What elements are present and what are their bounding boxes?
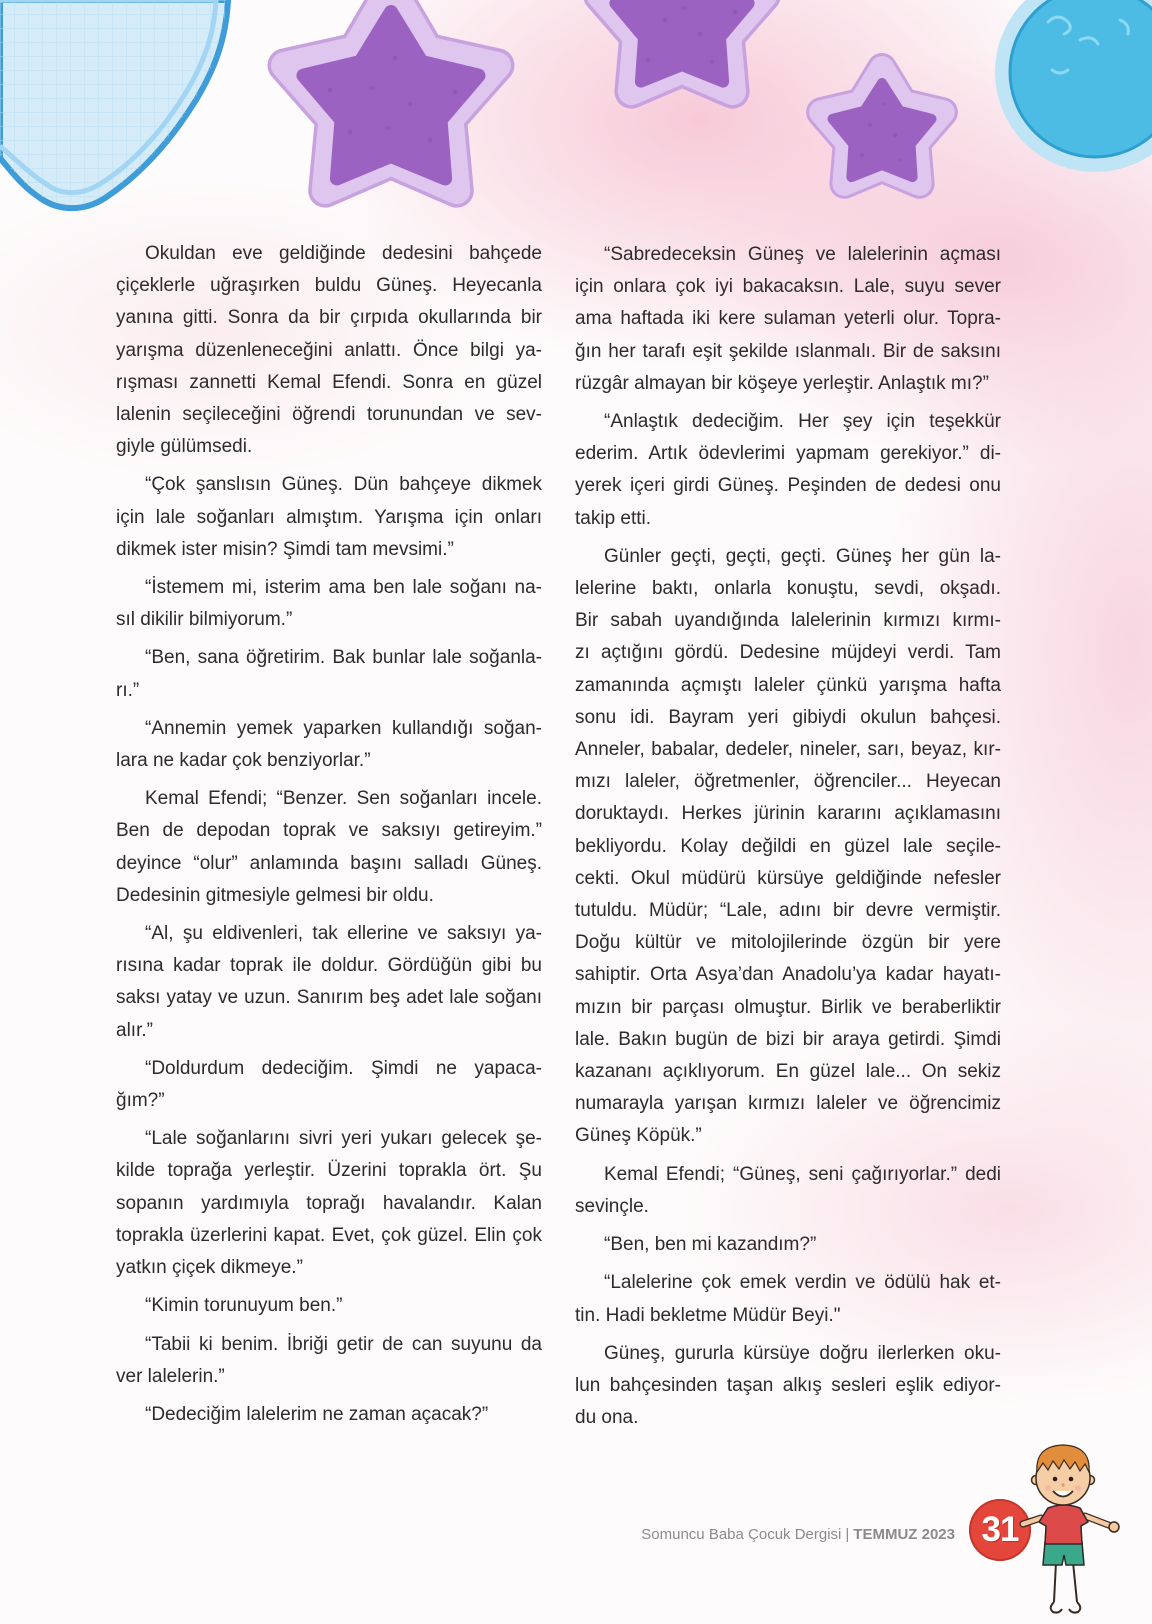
text-line: cekti. Okul müdürü kürsüye geldiğinde nefesler: [575, 867, 1001, 889]
paragraph: [116, 642, 542, 706]
paragraph: [116, 918, 542, 1047]
footer-separator: |: [845, 1526, 850, 1543]
text-line: Bir sabah uyandığında lalelerinin kırmızı kırmı-: [575, 610, 1001, 632]
text-line: yarışma düzenleneceğini anlattı. Önce bilgi ya-: [116, 339, 542, 361]
text-line: sıl dikilir bilmiyorum.”: [116, 609, 293, 631]
text-line: kazananı açıklıyorum. En güzel lale... On sekiz: [575, 1061, 1001, 1083]
blue-circle-icon: [1002, 0, 1152, 165]
text-line: “Annemin yemek yaparken kullandığı soğan-: [145, 717, 542, 739]
text-line: Güneş, gururla kürsüye doğru ilerlerken oku-: [604, 1342, 1001, 1364]
text-line: Doğu kültür ve mitolojilerinde özgün bir yere: [575, 932, 1001, 954]
paragraph: [575, 406, 1001, 535]
text-line: yanına gitti. Sonra da bir çırpıda okullarında bir: [116, 307, 542, 329]
text-line: Kemal Efendi; “Benzer. Sen soğanları incele.: [145, 788, 542, 810]
text-line: Dedesinin gitmesiyle gelmesi bir oldu.: [116, 884, 434, 906]
text-line: tin. Hadi bekletme Müdür Beyi.": [575, 1304, 841, 1326]
text-line: Güneş Köpük.”: [575, 1125, 702, 1147]
text-line: “Lalelerine çok emek verdin ve ödülü hak et-: [604, 1272, 1001, 1294]
text-line: rüzgâr almayan bir köşeye yerleştir. Anlaştık mı?”: [575, 372, 989, 394]
paragraph: [116, 713, 542, 777]
text-line: sahiptir. Orta Asya’dan Anadolu’ya kadar hayatı-: [575, 964, 1001, 986]
text-line: mızın bir parçası olmuştur. Birlik ve beraberliktir: [575, 996, 1001, 1018]
paragraph: [575, 239, 1001, 400]
paragraph: [116, 572, 542, 636]
text-line: doruktaydı. Herkes jürinin kararını açıklamasını: [575, 803, 1001, 825]
text-line: rısına kadar toprak ile doldur. Gördüğün gibi bu: [116, 955, 542, 977]
boy-icon: [1015, 1430, 1130, 1620]
paragraph: [116, 783, 542, 912]
paragraph: [116, 1123, 542, 1284]
text-line: toprakla üzerlerini kapat. Evet, çok güzel. Elin çok: [116, 1224, 542, 1246]
text-line: rışması zannetti Kemal Efendi. Sonra en güzel: [116, 371, 542, 393]
text-line: sonu idi. Bayram yeri gibiydi okulun bahçesi.: [575, 706, 1001, 728]
text-line: zamanında açmıştı laleler çünkü yarışma hafta: [575, 674, 1001, 696]
text-line: için onlara çok iyi bakacaksın. Lale, suyu sever: [575, 276, 1001, 298]
text-line: Kemal Efendi; “Güneş, seni çağırıyorlar.” dedi: [604, 1163, 1001, 1185]
text-line: giyle gülümsedi.: [116, 436, 253, 458]
footer: [641, 1526, 955, 1543]
text-line: ederim. Artık ödevlerimi yapmam gerekiyor.” di-: [575, 443, 1001, 465]
right-text-column: [575, 239, 1001, 1440]
text-line: takip etti.: [575, 507, 652, 529]
text-line: mızı laleler, öğretmenler, öğrenciler... Heyecan: [575, 771, 1001, 793]
text-line: alır.”: [116, 1019, 153, 1041]
text-line: “Kimin torunuyum ben.”: [145, 1295, 343, 1317]
text-line: lalenin seçileceğini öğrendi torunundan ve sev-: [116, 404, 542, 426]
header-decoration: [0, 0, 1152, 260]
text-line: “Tabii ki benim. İbriği getir de can suyunu da: [145, 1333, 542, 1355]
text-line: “Çok şanslısın Güneş. Dün bahçeye dikmek: [145, 474, 542, 496]
magazine-name: Somuncu Baba Çocuk Dergisi: [641, 1526, 842, 1543]
paragraph: [575, 1229, 1001, 1261]
text-line: Anneler, babalar, dedeler, nineler, sarı, beyaz, kır-: [575, 739, 1001, 761]
text-line: ğım?”: [116, 1090, 165, 1112]
text-line: yatkın çiçek dikmeye.”: [116, 1257, 303, 1279]
purple-star-icon: [285, 0, 498, 191]
text-line: tutuldu. Müdür; “Lale, adını bir devre vermiştir.: [575, 900, 1001, 922]
text-line: deyince “olur” anlamında başını salladı Güneş.: [116, 852, 542, 874]
page-number: 31: [981, 1510, 1019, 1549]
blue-wave-icon: [0, 0, 228, 208]
text-line: ver lalelerin.”: [116, 1365, 225, 1387]
text-line: “Sabredeceksin Güneş ve lalelerinin açması: [604, 244, 1001, 265]
text-line: numarayla yarışan kırmızı laleler ve öğrencimiz: [575, 1093, 1001, 1115]
text-line: zı açtığını gördü. Dedesine müjdeyi verdi. Tam: [575, 642, 1001, 664]
paragraph: [575, 541, 1001, 1153]
text-line: “Ben, ben mi kazandım?”: [604, 1234, 817, 1256]
text-line: “İstemem mi, isterim ama ben lale soğanı na-: [145, 577, 542, 599]
text-line: “Al, şu eldivenleri, tak ellerine ve saksıyı ya-: [145, 923, 542, 945]
paragraph: [116, 469, 542, 566]
text-line: çiçeklerle uğraşırken buldu Güneş. Heyecanla: [116, 275, 542, 297]
paragraph: [116, 1399, 542, 1431]
paragraph: [116, 1329, 542, 1393]
text-line: “Doldurdum dedeciğim. Şimdi ne yapaca-: [145, 1057, 542, 1079]
purple-star-icon: [821, 68, 943, 184]
paragraph: [116, 1053, 542, 1117]
purple-star-icon: [600, 0, 764, 92]
text-line: kilde toprağa yerleştir. Üzerini toprakla ört. Şu: [116, 1160, 542, 1182]
text-line: için lale soğanları almıştım. Yarışma için onları: [116, 506, 542, 528]
text-line: bekliyordu. Kolay değildi en güzel lale seçile-: [575, 835, 1001, 857]
text-line: Okuldan eve geldiğinde dedesini bahçede: [145, 243, 542, 264]
text-line: “Lale soğanlarını sivri yeri yukarı gelecek şe-: [145, 1128, 542, 1150]
paragraph: [116, 1290, 542, 1322]
text-line: dikmek ister misin? Şimdi tam mevsimi.”: [116, 538, 454, 560]
text-line: lun bahçesinden taşan alkış sesleri eşlik ediyor-: [575, 1374, 1001, 1396]
text-line: ama haftada iki kere sulaman yeterli olur. Topra-: [575, 308, 1001, 330]
text-line: sopanın yardımıyla toprağı havalandır. Kalan: [116, 1192, 542, 1214]
text-line: yerek içeri girdi Güneş. Peşinden de dedesi onu: [575, 475, 1001, 497]
text-line: Ben de depodan toprak ve saksıyı getireyim.”: [116, 820, 542, 842]
text-line: lale. Bakın bugün de bizi bir araya getirdi. Şimdi: [575, 1028, 1001, 1050]
text-line: ğın her tarafı eşit şekilde ıslanmalı. Bir de saksını: [575, 340, 1001, 362]
paragraph: [575, 1159, 1001, 1223]
left-text-column: [116, 238, 542, 1437]
text-line: “Dedeciğim lalelerim ne zaman açacak?”: [145, 1403, 489, 1425]
text-line: lelerine baktı, onlarla konuştu, sevdi, okşadı.: [575, 578, 1001, 600]
paragraph: [575, 1338, 1001, 1435]
text-line: du ona.: [575, 1407, 639, 1429]
text-line: lara ne kadar çok benziyorlar.”: [116, 750, 371, 772]
paragraph: [116, 238, 542, 463]
text-line: “Ben, sana öğretirim. Bak bunlar lale soğanla-: [145, 647, 542, 669]
paragraph: [575, 1267, 1001, 1331]
text-line: Günler geçti, geçti, geçti. Güneş her gün la-: [604, 545, 1001, 567]
text-line: saksı yatay ve uzun. Sanırım beş adet lale soğanı: [116, 987, 542, 1009]
issue-date: TEMMUZ 2023: [853, 1526, 955, 1543]
text-line: “Anlaştık dedeciğim. Her şey için teşekkür: [604, 411, 1001, 433]
text-line: rı.”: [116, 679, 140, 701]
text-line: sevinçle.: [575, 1195, 649, 1217]
